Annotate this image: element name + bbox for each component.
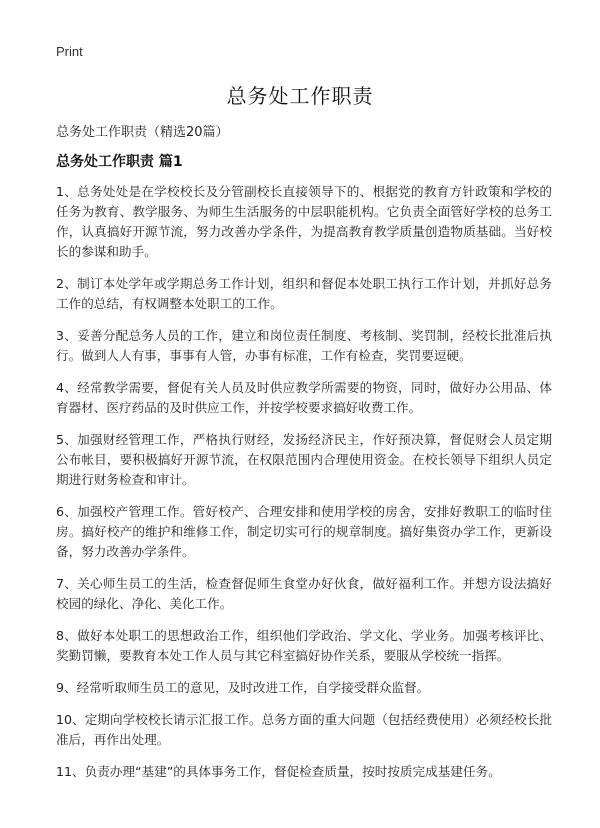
paragraph: 1、总务处处是在学校校长及分管副校长直接领导下的、根据党的教育方针政策和学校的任务为教育、教学服务、为师生生活服务的中层职能机构。它负责全面管好学校的总务工作，认真搞好开源节流，努力改善办学条件，为提高教育教学质量创造物质基础。当好校长的参谋和助手。 xyxy=(56,184,552,259)
paragraph: 7、关心师生员工的生活，检查督促师生食堂办好伙食，做好福利工作。并想方设法搞好校园的绿化、净化、美化工作。 xyxy=(56,576,552,611)
paragraph: 11、负责办理“基建”的具体事务工作，督促检查质量，按时按质完成基建任务。 xyxy=(56,764,501,779)
paragraph: 8、做好本处职工的思想政治工作，组织他们学政治、学文化、学业务。加强考核评比、奖勤罚懒，要教育本处工作人员与其它科室搞好协作关系，要服从学校统一指挥。 xyxy=(56,628,552,663)
paragraph-list xyxy=(56,182,552,794)
paragraph: 10、定期向学校校长请示汇报工作。总务方面的重大问题（包括经费使用）必须经校长批准后，再作出处理。 xyxy=(56,712,552,747)
print-label: Print xyxy=(56,44,83,59)
section-heading: 总务处工作职责 篇1 xyxy=(56,154,183,170)
paragraph: 2、制订本处学年或学期总务工作计划，组织和督促本处职工执行工作计划，并抓好总务工作的总结，有权调整本处职工的工作。 xyxy=(56,276,552,311)
document-subtitle: 总务处工作职责（精选20篇） xyxy=(56,125,229,140)
paragraph: 4、经常教学需要，督促有关人员及时供应教学所需要的物资，同时，做好办公用品、体育器材、医疗药品的及时供应工作，并按学校要求搞好收费工作。 xyxy=(56,380,552,415)
document-title: 总务处工作职责 xyxy=(226,84,374,108)
paragraph: 5、加强财经管理工作，严格执行财经，发扬经济民主，作好预决算，督促财会人员定期公布帐目，要积极搞好开源节流，在权限范围内合理使用资金。在校长领导下组织人员定期进行财务检查和审计。 xyxy=(56,432,552,487)
paragraph: 9、经常听取师生员工的意见，及时改进工作，自学接受群众监督。 xyxy=(56,680,430,695)
paragraph: 6、加强校产管理工作。管好校产、合理安排和使用学校的房舍，安排好教职工的临时住房。搞好校产的维护和维修工作，制定切实可行的规章制度。搞好集资办学工作，更新设备，努力改善办学条件。 xyxy=(56,504,552,559)
paragraph: 3、妥善分配总务人员的工作，建立和岗位责任制度、考核制、奖罚制，经校长批准后执行。做到人人有事，事事有人管，办事有标准，工作有检查，奖罚要逗硬。 xyxy=(56,328,552,363)
